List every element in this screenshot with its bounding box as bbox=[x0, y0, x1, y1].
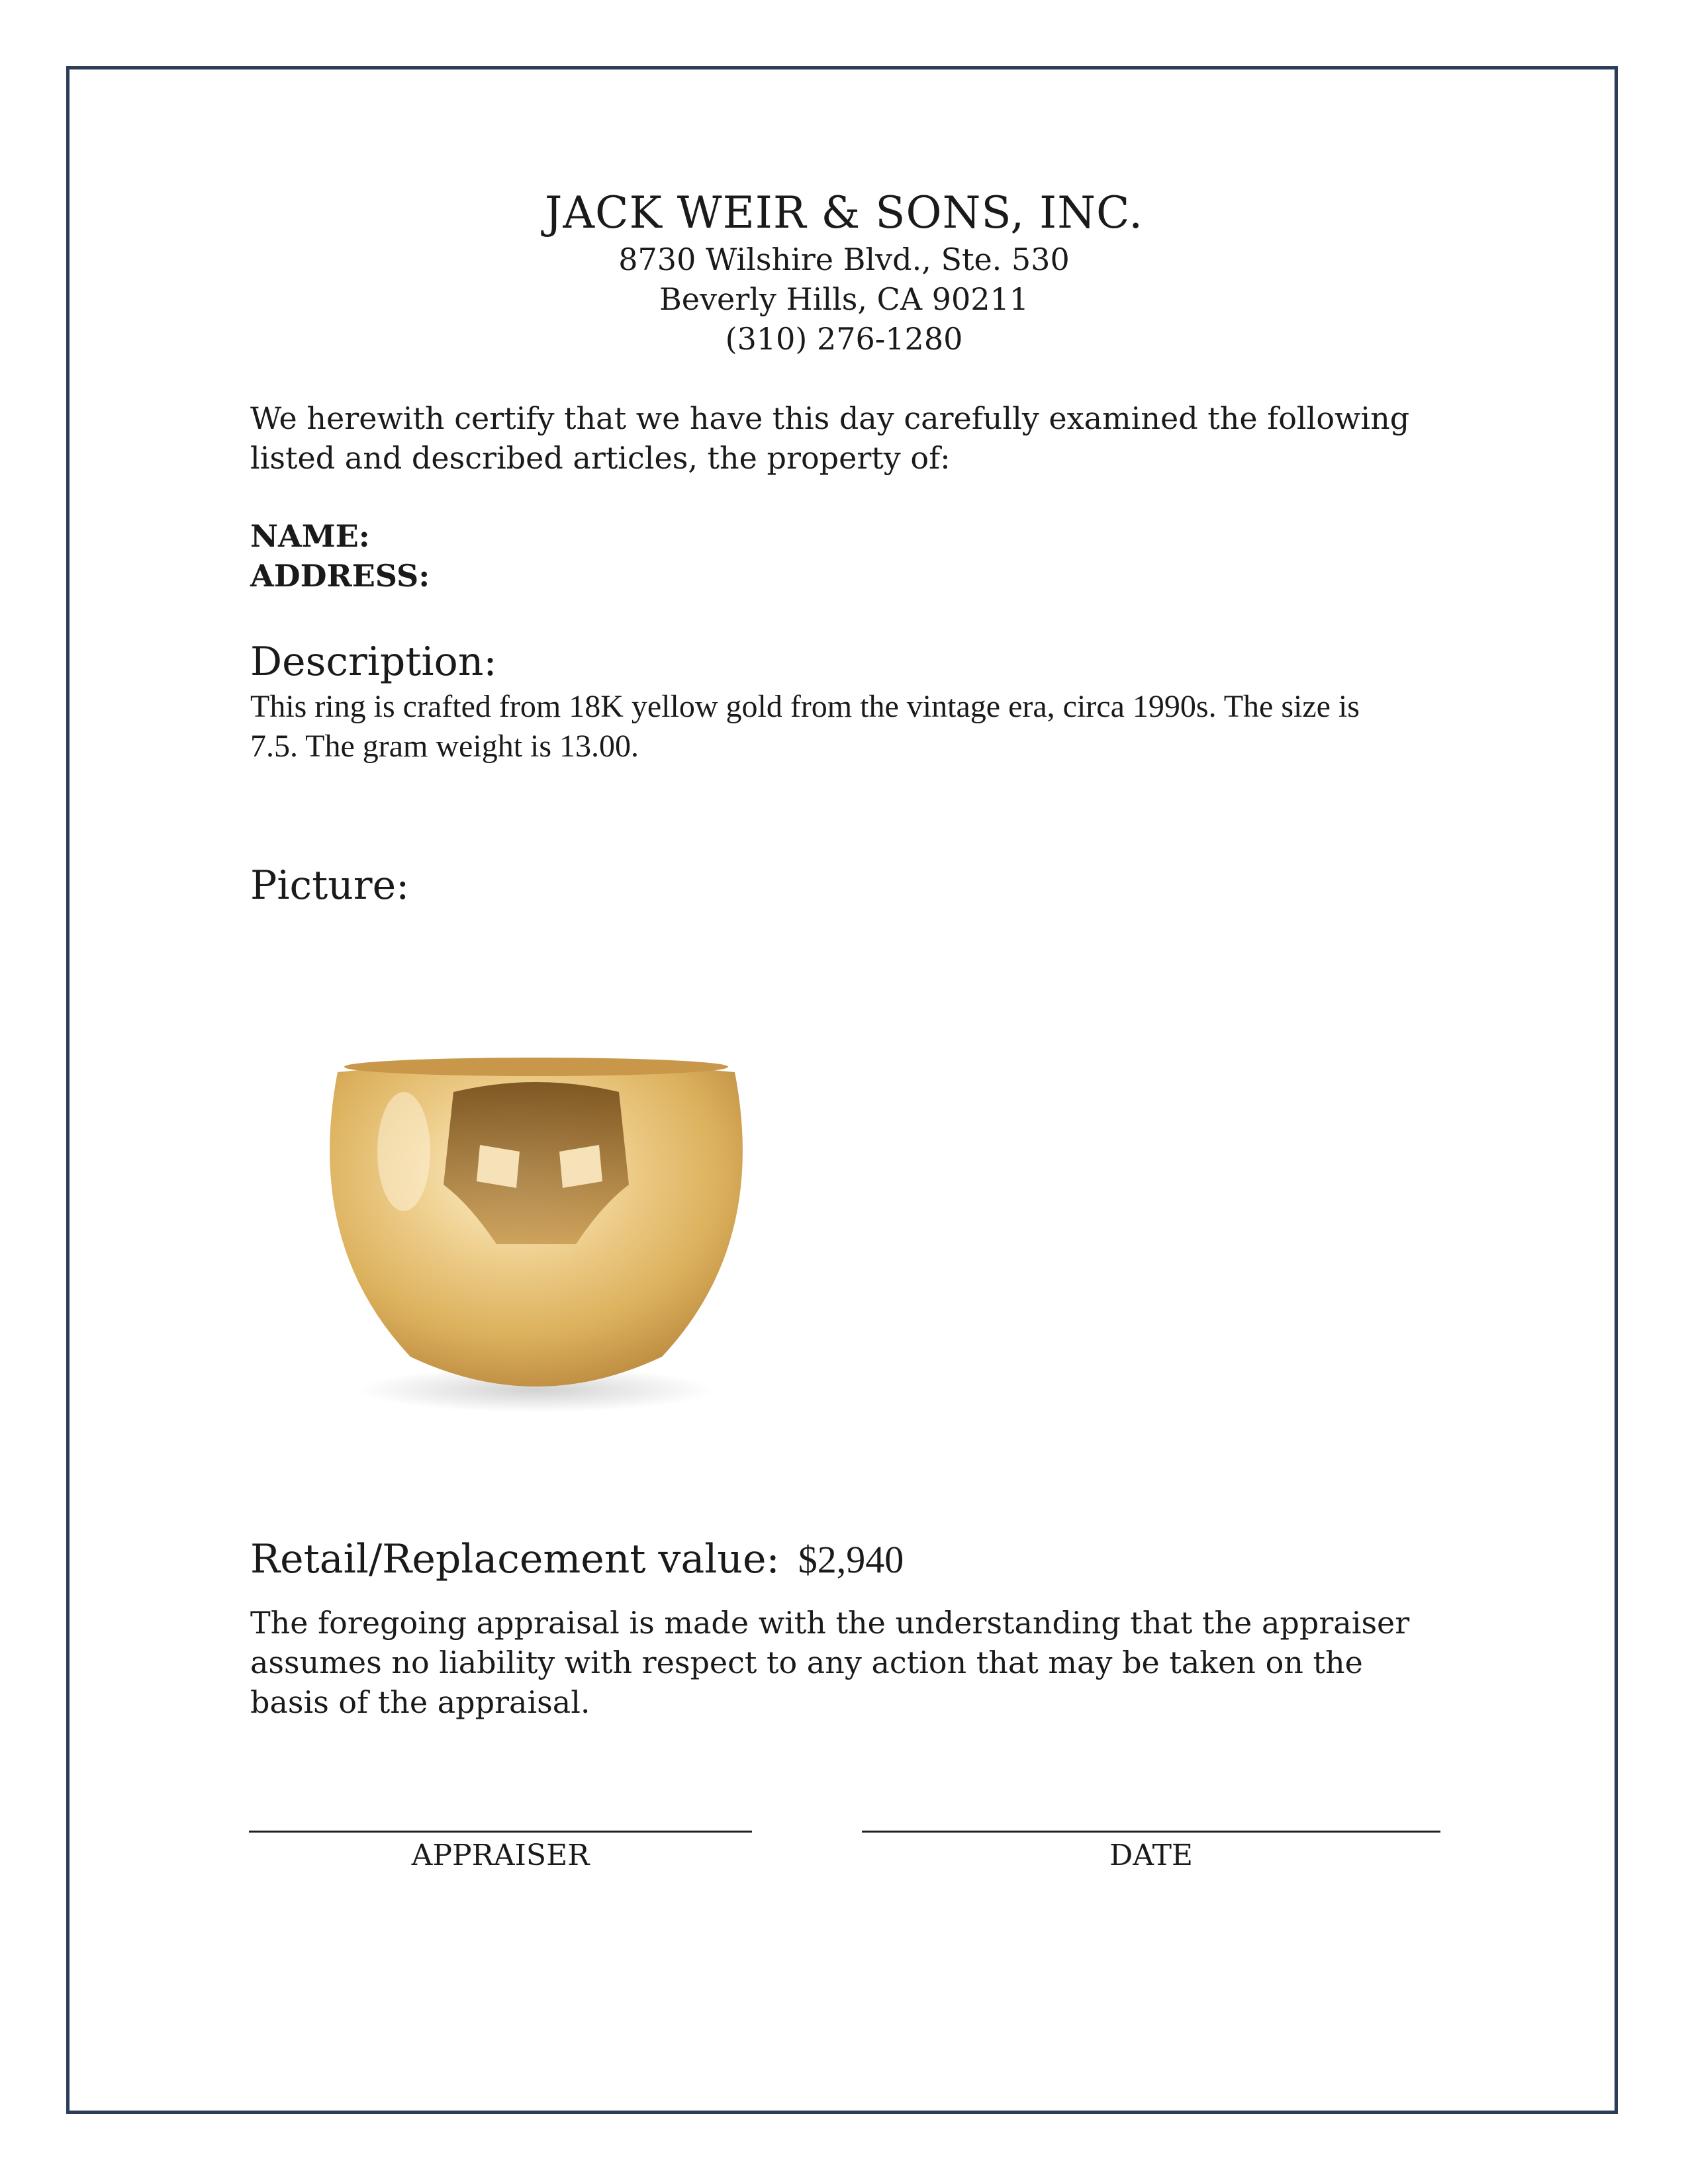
date-signature-line bbox=[862, 1831, 1440, 1833]
company-address-line2: Beverly Hills, CA 90211 bbox=[659, 281, 1029, 317]
owner-fields bbox=[250, 516, 430, 596]
company-address-line1: 8730 Wilshire Blvd., Ste. 530 bbox=[618, 242, 1070, 277]
ring-photo bbox=[318, 1046, 755, 1416]
appraiser-label: APPRAISER bbox=[411, 1839, 590, 1872]
certification-intro: We herewith certify that we have this day carefully examined the following listed and described articles, the property of: bbox=[250, 400, 1410, 476]
name-label: NAME: bbox=[250, 518, 370, 554]
ring-rim bbox=[344, 1058, 728, 1076]
page-border bbox=[66, 66, 1618, 2114]
picture-heading: Picture: bbox=[250, 862, 410, 909]
ring-highlight-2 bbox=[559, 1145, 602, 1188]
address-label: ADDRESS: bbox=[250, 558, 430, 594]
company-phone: (310) 276-1280 bbox=[725, 321, 963, 357]
description-text: This ring is crafted from 18K yellow gold from the vintage era, circa 1990s. The size is 7.5. The gram weight is 13.00. bbox=[250, 689, 1360, 764]
ring-highlight bbox=[477, 1145, 520, 1188]
valuation-label: Retail/Replacement value: bbox=[250, 1536, 780, 1582]
description-heading: Description: bbox=[250, 639, 497, 685]
letterhead bbox=[0, 187, 1688, 359]
date-label: DATE bbox=[1109, 1839, 1194, 1872]
company-name: JACK WEIR & SONS, INC. bbox=[544, 187, 1144, 238]
appraiser-signature-line bbox=[249, 1831, 752, 1833]
disclaimer-text: The foregoing appraisal is made with the understanding that the appraiser assumes no liability with respect to any action that may be taken on the basis of the appraisal. bbox=[250, 1605, 1410, 1720]
ring-glint bbox=[377, 1092, 430, 1211]
valuation-amount: $2,940 bbox=[798, 1538, 904, 1581]
valuation-line bbox=[250, 1535, 904, 1584]
